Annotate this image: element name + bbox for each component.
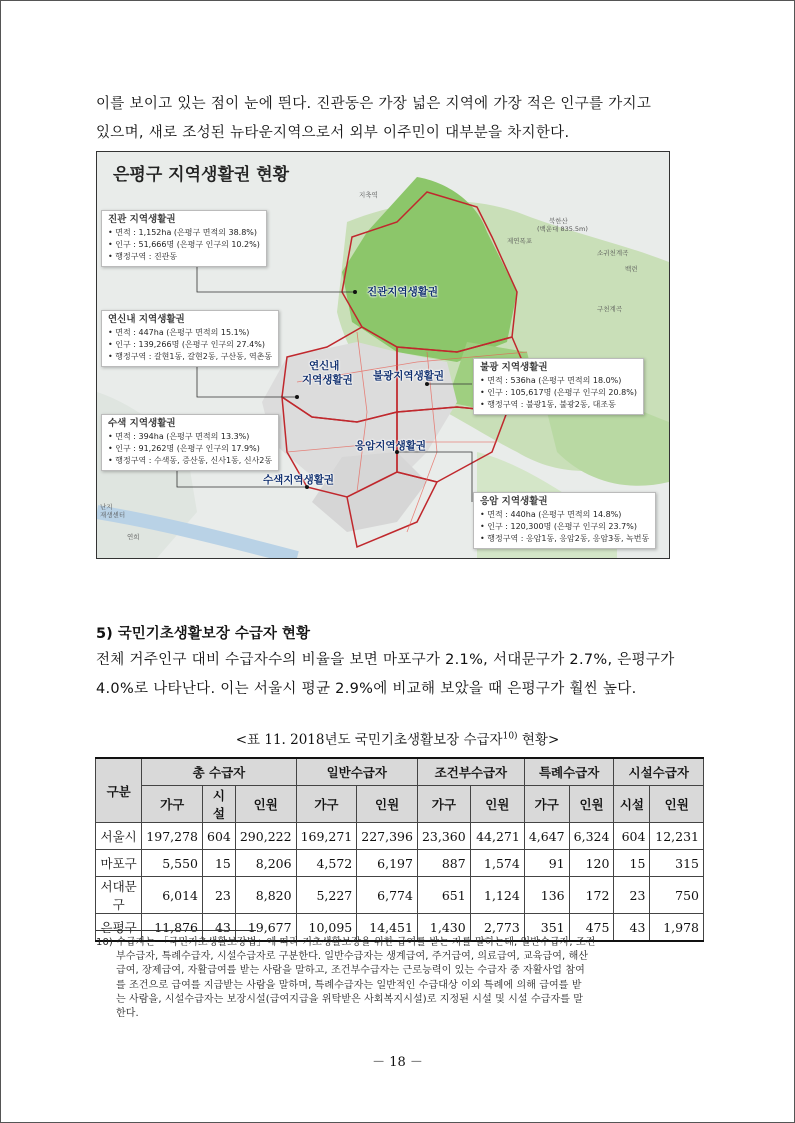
callout-line: • 인구 : 120,300명 (은평구 인구의 23.7%) <box>480 522 637 531</box>
recipients-table <box>95 757 704 942</box>
sub-header: 인원 <box>650 786 704 823</box>
callout-line: • 인구 : 51,666명 (은평구 인구의 10.2%) <box>108 240 260 249</box>
table-cell: 197,278 <box>142 823 203 850</box>
table-cell: 1,574 <box>470 850 524 877</box>
region-label-yeonsinnae-1: 연신내 <box>309 360 340 372</box>
callout-title: 응암 지역생활권 <box>480 496 548 507</box>
table-cell: 8,820 <box>235 877 296 914</box>
table-cell: 11,876 <box>142 914 203 942</box>
place-label: 제연폭포 <box>507 237 533 245</box>
table-cell: 5,227 <box>296 877 357 914</box>
sub-header: 인원 <box>357 786 418 823</box>
region-label-yeonsinnae-2: 지역생활권 <box>302 374 353 386</box>
table-cell: 10,095 <box>296 914 357 942</box>
callout-jingwan <box>101 210 267 267</box>
intro-paragraph <box>96 90 700 148</box>
place-label: (백운대 835.5m) <box>537 225 588 233</box>
callout-title: 불광 지역생활권 <box>480 362 548 373</box>
table-cell: 23 <box>203 877 236 914</box>
place-label: 난지 <box>100 503 113 511</box>
table-cell: 172 <box>569 877 614 914</box>
table-cell: 15 <box>203 850 236 877</box>
group-header: 일반수급자 <box>296 758 417 786</box>
callout-line: • 인구 : 139,266명 (은평구 인구의 27.4%) <box>108 340 265 349</box>
place-label: 지축역 <box>359 191 378 199</box>
table-cell: 19,677 <box>235 914 296 942</box>
callout-line: • 면적 : 1,152ha (은평구 면적의 38.8%) <box>108 228 258 237</box>
callout-line: • 인구 : 105,617명 (은평구 인구의 20.8%) <box>480 388 637 397</box>
table-cell: 1,978 <box>650 914 704 942</box>
section-paragraph <box>96 646 700 704</box>
caption-footnote-ref: 10) <box>502 731 518 742</box>
table-cell: 604 <box>614 823 650 850</box>
table-cell: 6,014 <box>142 877 203 914</box>
header-category: 구분 <box>96 758 142 823</box>
callout-line: • 면적 : 447ha (은평구 면적의 15.1%) <box>108 328 250 337</box>
body-line: 4.0%로 나타난다. 이는 서울시 평균 2.9%에 비교해 보았을 때 은평구가 훨씬 높다. <box>96 681 637 697</box>
region-label-eungam: 응암지역생활권 <box>355 440 427 452</box>
page-number: － 18 － <box>372 1055 423 1070</box>
table-cell: 43 <box>614 914 650 942</box>
table-cell: 475 <box>569 914 614 942</box>
callout-line: • 행정구역 : 진관동 <box>108 252 178 261</box>
intro-line: 있으며, 새로 조성된 뉴타운지역으로서 외부 이주민이 대부분을 차지한다. <box>96 125 570 141</box>
footnote <box>96 936 700 1021</box>
table-cell: 351 <box>524 914 569 942</box>
table-cell: 23,360 <box>417 823 470 850</box>
table-cell: 1,124 <box>470 877 524 914</box>
place-label: 백련 <box>625 265 638 273</box>
row-label: 서대문구 <box>96 877 142 914</box>
district-map-figure <box>96 151 670 559</box>
place-label: 재생센터 <box>100 511 126 519</box>
table-row <box>96 823 704 850</box>
table-cell: 120 <box>569 850 614 877</box>
place-label: 연희 <box>127 533 140 541</box>
region-label-bulgwang: 불광지역생활권 <box>373 370 445 382</box>
callout-yeonsinnae <box>101 310 279 367</box>
sub-header: 시설 <box>203 786 236 823</box>
sub-header: 가구 <box>296 786 357 823</box>
table-cell: 169,271 <box>296 823 357 850</box>
group-header: 총 수급자 <box>142 758 296 786</box>
callout-line: • 행정구역 : 불광1동, 불광2동, 대조동 <box>480 400 616 409</box>
callout-line: • 행정구역 : 수색동, 증산동, 신사1동, 신사2동 <box>108 456 273 465</box>
row-label: 마포구 <box>96 850 142 877</box>
table-cell: 5,550 <box>142 850 203 877</box>
callout-line: • 인구 : 91,262명 (은평구 인구의 17.9%) <box>108 444 260 453</box>
table-cell: 15 <box>614 850 650 877</box>
table-cell: 6,197 <box>357 850 418 877</box>
callout-title: 진관 지역생활권 <box>108 214 176 225</box>
table-cell: 23 <box>614 877 650 914</box>
table-cell: 651 <box>417 877 470 914</box>
table-cell: 43 <box>203 914 236 942</box>
table-cell: 8,206 <box>235 850 296 877</box>
table-cell: 750 <box>650 877 704 914</box>
row-label: 서울시 <box>96 823 142 850</box>
group-header: 조건부수급자 <box>417 758 524 786</box>
footnote-rule <box>96 930 256 931</box>
table-cell: 44,271 <box>470 823 524 850</box>
map-title: 은평구 지역생활권 현황 <box>113 165 290 185</box>
table-cell: 4,647 <box>524 823 569 850</box>
table-cell: 2,773 <box>470 914 524 942</box>
table-row <box>96 850 704 877</box>
sub-header: 인원 <box>235 786 296 823</box>
table-cell: 887 <box>417 850 470 877</box>
caption-end: 현황> <box>517 732 560 748</box>
row-label: 은평구 <box>96 914 142 942</box>
callout-bulgwang <box>473 358 644 415</box>
table-cell: 91 <box>524 850 569 877</box>
table-cell: 604 <box>203 823 236 850</box>
table-cell: 227,396 <box>357 823 418 850</box>
place-label: 북한산 <box>549 217 568 225</box>
table-cell: 12,231 <box>650 823 704 850</box>
table-cell: 6,324 <box>569 823 614 850</box>
caption-text: <표 11. 2018년도 국민기초생활보장 수급자 <box>235 732 503 748</box>
region-label-jingwan: 진관지역생활권 <box>367 286 439 298</box>
callout-title: 연신내 지역생활권 <box>108 314 185 325</box>
place-label: 소귀천계곡 <box>597 249 629 257</box>
footnote-line: 10) 수급자는 「국민기초생활보장법」에 따라 기초생활보장을 위한 급여를 받는 자를 말하는데, 일반수급자, 조건 <box>96 937 596 948</box>
body-line: 전체 거주인구 대비 수급자수의 비율을 보면 마포구가 2.1%, 서대문구가 2.7%, 은평구가 <box>96 652 675 668</box>
footnote-line: 한다. <box>116 1008 139 1020</box>
callout-line: • 면적 : 440ha (은평구 면적의 14.8%) <box>480 510 622 519</box>
sub-header: 가구 <box>524 786 569 823</box>
section-heading: 5) 국민기초생활보장 수급자 현황 <box>96 626 310 642</box>
group-header: 특례수급자 <box>524 758 614 786</box>
region-label-susaek: 수색지역생활권 <box>263 474 335 486</box>
table-cell: 315 <box>650 850 704 877</box>
place-label: 구천계곡 <box>597 305 623 313</box>
table-cell: 1,430 <box>417 914 470 942</box>
callout-line: • 면적 : 536ha (은평구 면적의 18.0%) <box>480 376 622 385</box>
footnote-line: 부수급자, 특례수급자, 시설수급자로 구분한다. 일반수급자는 생계급여, 주거급여, 의료급여, 교육급여, 해산 <box>116 951 589 963</box>
table-cell: 136 <box>524 877 569 914</box>
callout-line: • 행정구역 : 갈현1동, 갈현2동, 구산동, 역촌동 <box>108 352 273 361</box>
callout-title: 수색 지역생활권 <box>108 418 176 429</box>
callout-line: • 행정구역 : 응암1동, 응암2동, 응암3동, 녹번동 <box>480 534 650 543</box>
footnote-line: 급여, 장제급여, 자활급여를 받는 사람을 말하고, 조건부수급자는 근로능력이 있는 수급자 중 자활사업 참여 <box>116 965 585 977</box>
table-cell: 4,572 <box>296 850 357 877</box>
sub-header: 인원 <box>470 786 524 823</box>
table-cell: 6,774 <box>357 877 418 914</box>
sub-header: 인원 <box>569 786 614 823</box>
callout-line: • 면적 : 394ha (은평구 면적의 13.3%) <box>108 432 250 441</box>
table-cell: 14,451 <box>357 914 418 942</box>
sub-header: 가구 <box>417 786 470 823</box>
footnote-line: 를 조건으로 급여를 지급받는 사람을 말하며, 특례수급자는 일반적인 수급대상 이외 특례에 의해 급여를 받 <box>116 979 582 991</box>
table-caption <box>0 728 795 748</box>
callout-eungam <box>473 492 656 549</box>
sub-header: 시설 <box>614 786 650 823</box>
group-header: 시설수급자 <box>614 758 704 786</box>
sub-header: 가구 <box>142 786 203 823</box>
intro-line: 이를 보이고 있는 점이 눈에 띈다. 진관동은 가장 넓은 지역에 가장 적은 인구를 가지고 <box>96 96 652 112</box>
callout-susaek <box>101 414 279 471</box>
table-cell: 290,222 <box>235 823 296 850</box>
footnote-line: 는 사람을, 시설수급자는 보장시설(급여지급을 위탁받은 사회복지시설)로 지정된 시설 및 시설 수급자를 말 <box>116 993 584 1005</box>
table-row <box>96 877 704 914</box>
